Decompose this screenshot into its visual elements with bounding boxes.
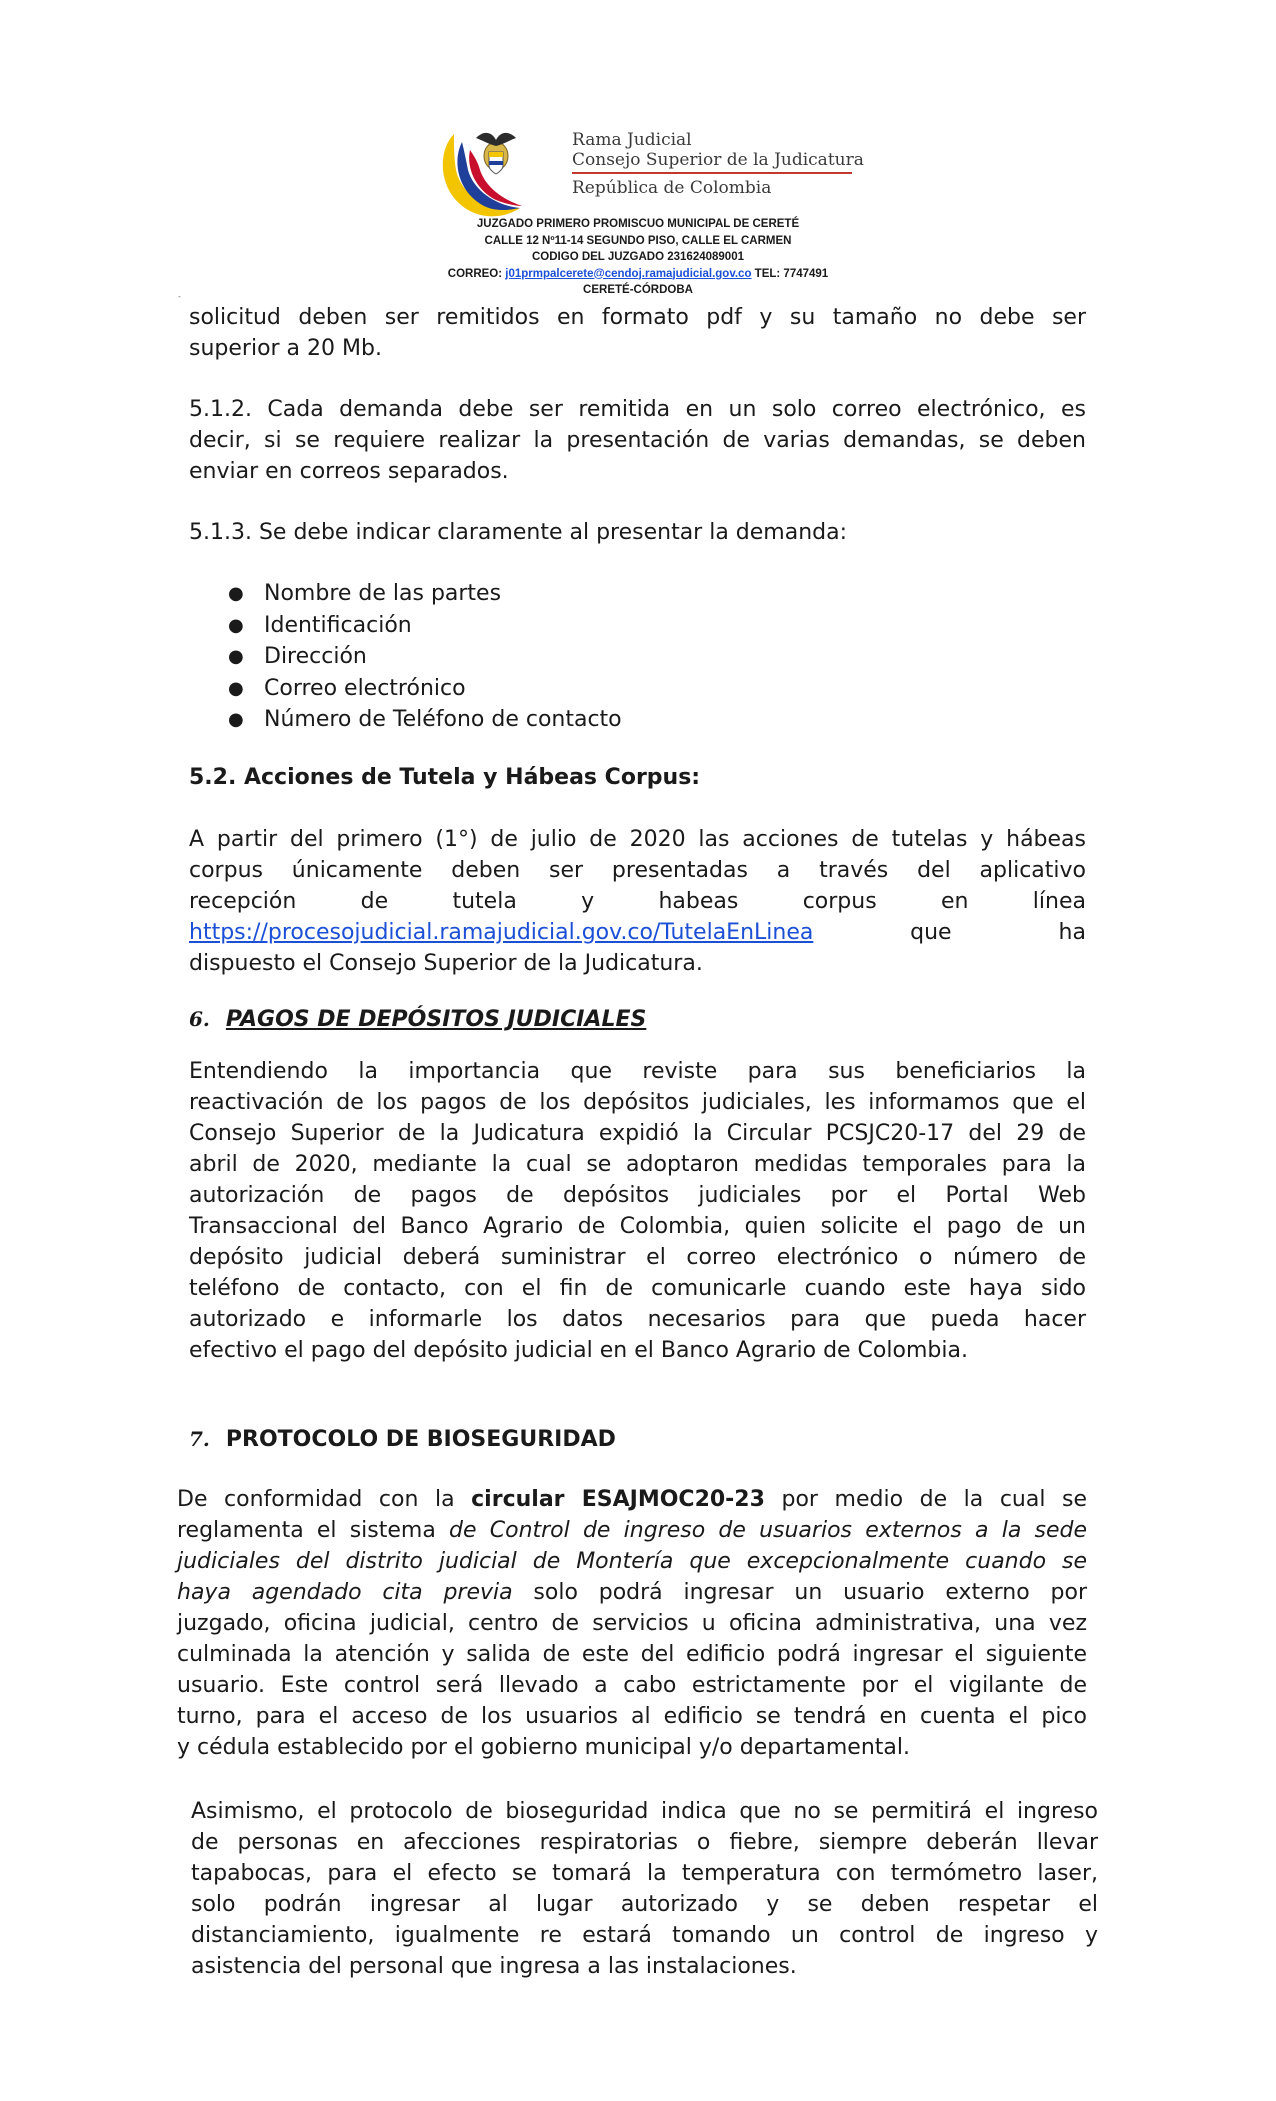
paragraph-7-line-2: reglamenta el sistema de Control de ingreso de usuarios externos a la sede <box>177 1518 1087 1543</box>
paragraph-7-last-line: y cédula establecido por el gobierno municipal y/o departamental. <box>177 1735 910 1760</box>
bullet-icon: ● <box>228 646 244 667</box>
paragraph-8-line: tapabocas, para el efecto se tomará la temperatura con termómetro laser, <box>191 1861 1098 1886</box>
org-line-rama-judicial: Rama Judicial <box>572 130 692 150</box>
paragraph-6-line: reactivación de los pagos de los depósitos judiciales, les informamos que el <box>189 1090 1086 1115</box>
paragraph-8 <box>191 1796 1098 1982</box>
heading-7-title: PROTOCOLO DE BIOSEGURIDAD <box>225 1427 616 1452</box>
heading-6-title: PAGOS DE DEPÓSITOS JUDICIALES <box>225 1007 647 1032</box>
paragraph-5-1-2-line-1: 5.1.2. Cada demanda debe ser remitida en un solo correo electrónico, es <box>189 397 1086 422</box>
paragraph-8-line: Asimismo, el protocolo de bioseguridad indica que no se permitirá el ingreso <box>191 1799 1098 1824</box>
paragraph-7-line: usuario. Este control será llevado a cabo estrictamente por el vigilante de <box>177 1673 1087 1698</box>
court-info <box>0 216 1276 299</box>
paragraph-6-line: autorizado e informarle los datos necesarios para que pueda hacer <box>189 1307 1086 1332</box>
paragraph-8-line: solo podrán ingresar al lugar autorizado y se deben respetar el <box>191 1892 1098 1917</box>
bullet-icon: ● <box>228 677 244 699</box>
court-tel: TEL: 7747491 <box>751 267 829 280</box>
paragraph-5-2-line-5: dispuesto el Consejo Superior de la Judicatura. <box>189 951 703 976</box>
org-line-consejo: Consejo Superior de la Judicatura <box>572 150 864 170</box>
paragraph-5-2-line-1: A partir del primero (1°) de julio de 2020 las acciones de tutelas y hábeas <box>189 827 1086 852</box>
paragraph-5-2-line-2: corpus únicamente deben ser presentadas a través del aplicativo <box>189 858 1086 883</box>
paragraph-5-1-2-line-3: enviar en correos separados. <box>189 459 509 484</box>
paragraph-5-1-3: 5.1.3. Se debe indicar claramente al presentar la demanda: <box>189 520 848 545</box>
paragraph-7-line-1: De conformidad con la circular ESAJMOC20-23 por medio de la cual se <box>177 1487 1088 1512</box>
colombia-coat-of-arms-logo <box>432 112 562 220</box>
court-email-link[interactable]: j01prmpalcerete@cendoj.ramajudicial.gov.co <box>505 267 752 280</box>
bullet-icon: ● <box>228 614 244 636</box>
heading-6 <box>189 1004 646 1035</box>
paragraph-7-line: culminada la atención y salida de este del edificio podrá ingresar el siguiente <box>177 1642 1087 1667</box>
list-item: ● Dirección <box>222 641 622 673</box>
letterhead <box>0 0 1276 300</box>
paragraph-7 <box>177 1484 1087 1763</box>
requirements-list <box>222 578 622 736</box>
continuation-line-1: solicitud deben ser remitidos en formato pdf y su tamaño no debe ser <box>189 305 1086 330</box>
paragraph-6-last-line: efectivo el pago del depósito judicial en el Banco Agrario de Colombia. <box>189 1338 968 1363</box>
circular-reference: circular ESAJMOC20-23 <box>471 1487 765 1512</box>
page-mark: - <box>178 292 181 301</box>
tutela-en-linea-link[interactable]: https://procesojudicial.ramajudicial.gov.co/TutelaEnLinea <box>189 920 814 945</box>
paragraph-8-line: distanciamiento, igualmente re estará tomando un control de ingreso y <box>191 1923 1098 1948</box>
paragraph-5-2-line-4 <box>189 917 1086 948</box>
court-contact <box>0 266 1276 283</box>
continuation-line-2: superior a 20 Mb. <box>189 336 382 361</box>
paragraph-5-2-line-4-tail: que ha <box>910 920 1086 945</box>
court-code: CODIGO DEL JUZGADO 231624089001 <box>532 251 744 263</box>
paragraph-5-1-2-line-2: decir, si se requiere realizar la presentación de varias demandas, se deben <box>189 428 1086 453</box>
email-label: CORREO: <box>447 267 506 280</box>
heading-6-number: 6. <box>189 1007 210 1031</box>
list-item: ● Correo electrónico <box>222 673 622 705</box>
paragraph-6-line: Transaccional del Banco Agrario de Colombia, quien solicite el pago de un <box>189 1214 1086 1239</box>
court-address: CALLE 12 Nº11-14 SEGUNDO PISO, CALLE EL CARMEN <box>484 234 792 247</box>
heading-5-2: 5.2. Acciones de Tutela y Hábeas Corpus: <box>189 765 701 790</box>
list-item: ● Número de Teléfono de contacto <box>222 704 622 736</box>
paragraph-7-line: turno, para el acceso de los usuarios al edificio se tendrá en cuenta el pico <box>177 1704 1087 1729</box>
letterhead-rule <box>572 172 852 174</box>
paragraph-8-last-line: asistencia del personal que ingresa a las instalaciones. <box>191 1954 797 1979</box>
paragraph-6-line: Entendiendo la importancia que reviste para sus beneficiarios la <box>189 1059 1086 1084</box>
paragraph-6-line: teléfono de contacto, con el fin de comunicarle cuando este haya sido <box>189 1276 1086 1301</box>
court-city: CERETÉ-CÓRDOBA <box>583 284 693 296</box>
org-line-republica: República de Colombia <box>572 178 772 198</box>
paragraph-6 <box>189 1056 1086 1366</box>
list-item: ● Identificación <box>222 610 622 642</box>
paragraph-6-line: autorización de pagos de depósitos judiciales por el Portal Web <box>189 1183 1086 1208</box>
paragraph-6-line: abril de 2020, mediante la cual se adoptaron medidas temporales para la <box>189 1152 1086 1177</box>
list-item: ● Nombre de las partes <box>222 578 622 610</box>
paragraph-7-line-3: judiciales del distrito judicial de Montería que excepcionalmente cuando se <box>177 1549 1087 1574</box>
bullet-icon: ● <box>228 709 244 730</box>
paragraph-6-line: depósito judicial deberá suministrar el correo electrónico o número de <box>189 1245 1086 1270</box>
paragraph-5-2-line-3: recepción de tutela y habeas corpus en línea <box>189 889 1086 914</box>
heading-7 <box>189 1424 616 1455</box>
bullet-icon: ● <box>228 583 244 604</box>
paragraph-6-line: Consejo Superior de la Judicatura expidió la Circular PCSJC20-17 del 29 de <box>189 1121 1086 1146</box>
paragraph-7-line-4: haya agendado cita previa solo podrá ingresar un usuario externo por <box>177 1580 1087 1605</box>
heading-7-number: 7. <box>189 1427 210 1451</box>
paragraph-7-line: juzgado, oficina judicial, centro de servicios u oficina administrativa, una vez <box>177 1611 1087 1636</box>
organization-name <box>572 130 864 198</box>
court-name: JUZGADO PRIMERO PROMISCUO MUNICIPAL DE CERETÉ <box>476 218 800 230</box>
paragraph-8-line: de personas en afecciones respiratorias o fiebre, siempre deberán llevar <box>191 1830 1098 1855</box>
